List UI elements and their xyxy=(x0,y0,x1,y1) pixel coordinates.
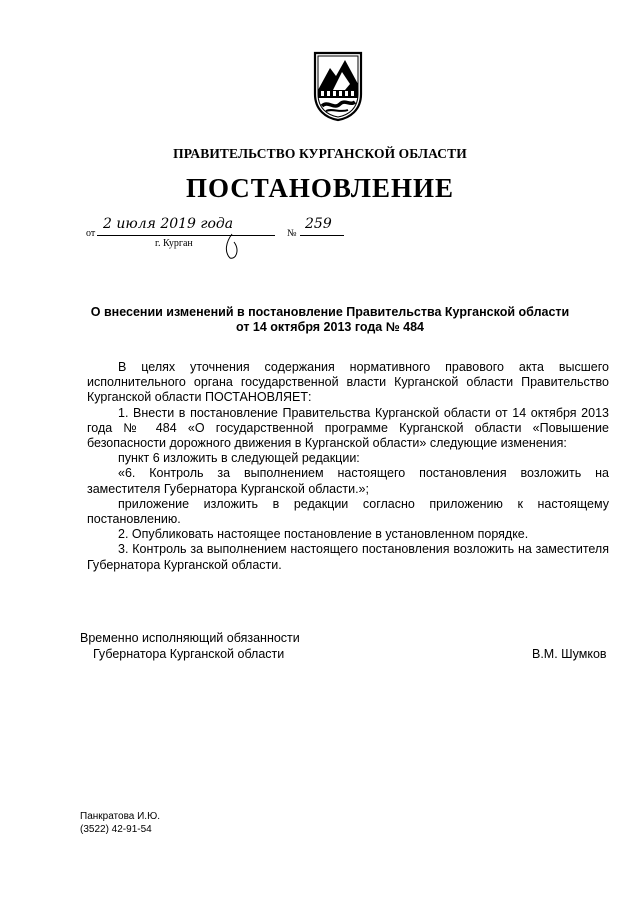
subject-line-2: от 14 октября 2013 года № 484 xyxy=(236,320,424,334)
date-underline xyxy=(97,235,275,236)
handwritten-number: 259 xyxy=(305,216,332,232)
city-label: г. Курган xyxy=(155,238,193,249)
paragraph-item-1: 1. Внести в постановление Правительства Курганской области от 14 октября 2013 года № 484 «О государственной программе Курганской области «Повышение безопасности дорожного движения в Курганской области» следующие изменения: xyxy=(87,405,609,451)
paragraph-item-1-quote: «6. Контроль за выполнением настоящего постановления возложить на заместителя Губернатора Курганской области.»; xyxy=(87,466,609,496)
paragraph-item-1-point-6: пункт 6 изложить в следующей редакции: xyxy=(118,451,360,466)
coat-of-arms-emblem xyxy=(312,50,364,122)
from-label: от xyxy=(86,228,96,239)
government-name: ПРАВИТЕЛЬСТВО КУРГАНСКОЙ ОБЛАСТИ xyxy=(173,146,467,161)
document-subject xyxy=(60,305,600,335)
contact-name: Панкратова И.Ю. xyxy=(80,811,160,822)
signatory-name: В.М. Шумков xyxy=(532,647,607,661)
contact-block xyxy=(80,810,160,836)
signatory-position-line-2: Губернатора Курганской области xyxy=(93,647,285,661)
paragraph-item-2: 2. Опубликовать настоящее постановление в установленном порядке. xyxy=(118,527,529,542)
document-title: ПОСТАНОВЛЕНИЕ xyxy=(185,173,455,203)
paragraph-item-3: 3. Контроль за выполнением настоящего постановления возложить на заместителя Губернатора Курганской области. xyxy=(87,542,609,572)
subject-line-1: О внесении изменений в постановление Правительства Курганской области xyxy=(90,305,570,319)
number-label: № xyxy=(287,228,297,239)
number-underline xyxy=(300,235,344,236)
document-body xyxy=(87,360,609,573)
signature-stroke-mark xyxy=(222,232,246,262)
contact-phone: (3522) 42-91-54 xyxy=(80,824,152,835)
handwritten-date: 2 июля 2019 года xyxy=(103,216,234,232)
paragraph-item-1-appendix: приложение изложить в редакции согласно приложению к настоящему постановлению. xyxy=(87,496,609,527)
paragraph-preamble: В целях уточнения содержания нормативного правового акта высшего исполнительного органа государственной власти Курганской области Правительство Курганской области ПОСТАНОВЛЯЕТ: xyxy=(87,360,609,405)
signatory-position-line-1: Временно исполняющий обязанности xyxy=(80,631,300,645)
